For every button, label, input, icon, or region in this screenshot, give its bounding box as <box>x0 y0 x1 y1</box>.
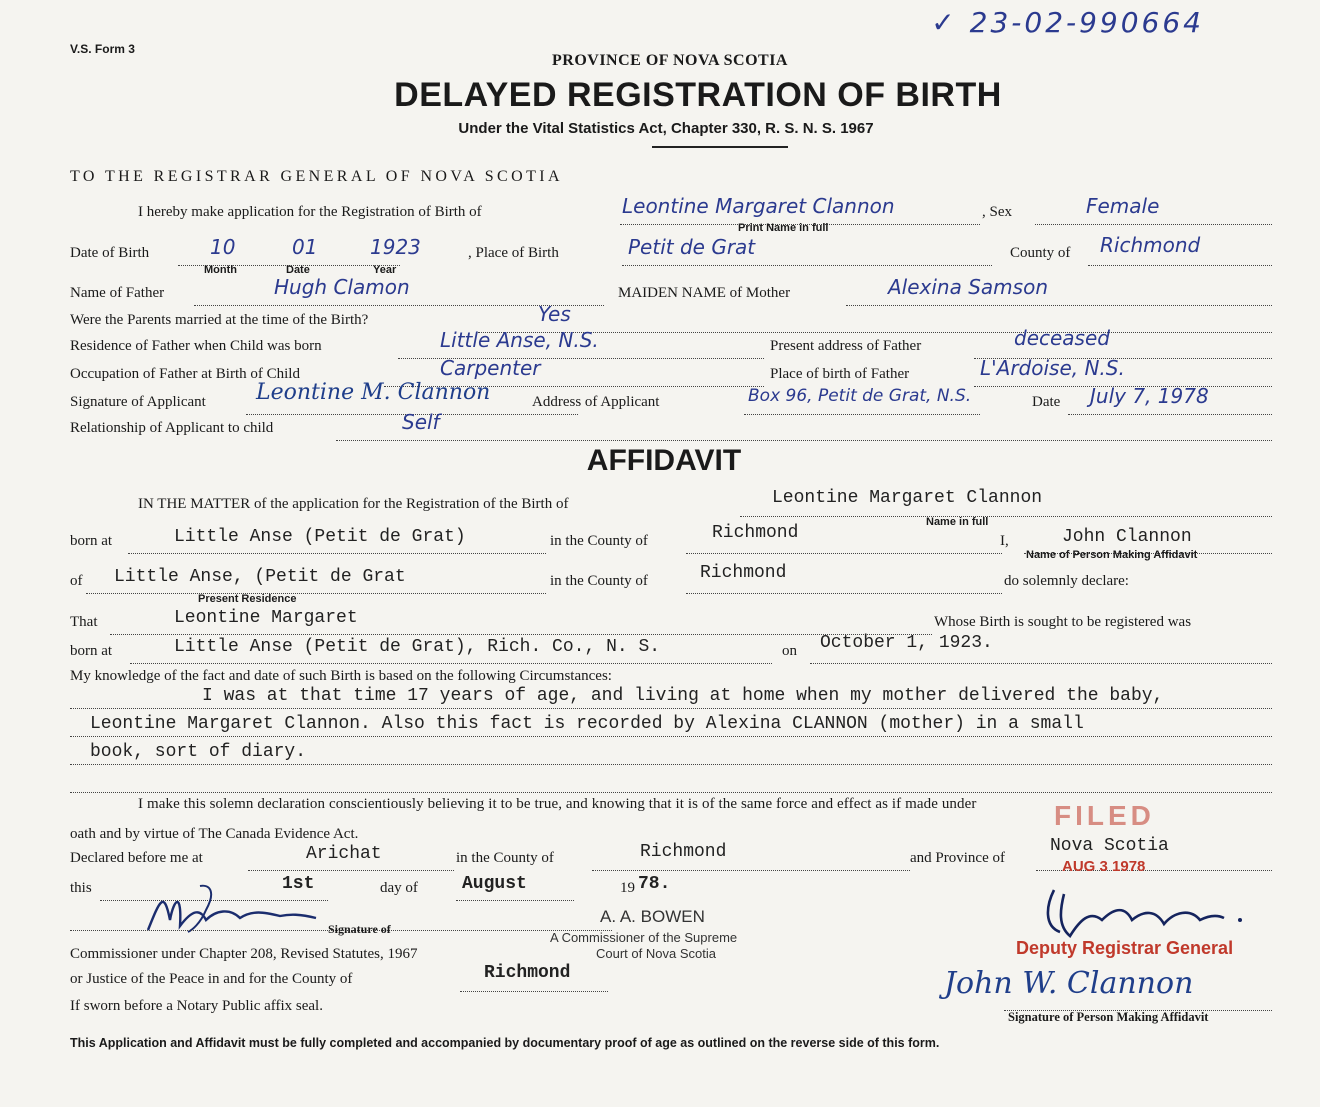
province-label: and Province of <box>910 850 1005 866</box>
commissioner-name-stamp: A. A. BOWEN <box>600 907 705 926</box>
application-name-row <box>70 194 1272 234</box>
form-number: V.S. Form 3 <box>70 42 135 56</box>
present-residence-caption: Present Residence <box>198 593 297 605</box>
province-heading: PROVINCE OF NOVA SCOTIA <box>552 52 788 69</box>
in-county-label-3: in the County of <box>456 850 554 866</box>
present-address-field[interactable]: deceased <box>1014 326 1110 350</box>
knowledge-label: My knowledge of the fact and date of such Birth is based on the following Circumstances: <box>70 668 612 684</box>
dob-label: Date of Birth <box>70 245 150 261</box>
dob-month-field[interactable]: 10 <box>210 235 236 259</box>
affidavit-born-row <box>70 523 1272 561</box>
applicant-signature: Leontine M. Clannon <box>256 380 491 405</box>
affidavit-matter-row <box>70 488 1272 528</box>
father-name-field[interactable]: Hugh Clamon <box>274 275 410 299</box>
relationship-row <box>70 410 1272 444</box>
name-in-full-caption: Name in full <box>926 516 989 528</box>
sex-field[interactable]: Female <box>1086 194 1160 218</box>
document-subtitle: Under the Vital Statistics Act, Chapter 330, R. S. N. S. 1967 <box>458 120 874 137</box>
relationship-field[interactable]: Self <box>402 410 440 434</box>
father-residence-field[interactable]: Little Anse, N.S. <box>440 328 599 352</box>
title-underline <box>652 146 788 148</box>
deputy-registrar-stamp: Deputy Registrar General <box>1016 938 1234 958</box>
of-label: of <box>70 573 83 589</box>
county-field[interactable]: Richmond <box>1100 233 1201 257</box>
place-of-birth-field[interactable]: Petit de Grat <box>628 235 756 259</box>
in-county-label-2: in the County of <box>550 573 648 589</box>
circumstance-text-2[interactable]: Leontine Margaret Clannon. Also this fact is recorded by Alexina CLANNON (mother) in a small <box>90 714 1084 734</box>
circumstance-line-1 <box>70 688 1272 712</box>
this-label: this <box>70 880 92 896</box>
commissioner-line: Commissioner under Chapter 208, Revised Statutes, 1967 <box>70 946 418 962</box>
footer-notice: This Application and Affidavit must be fully completed and accompanied by documentary proof of age as outlined on the reverse side of this form. <box>70 1036 940 1050</box>
county-label: County of <box>1010 245 1071 261</box>
year-caption: Year <box>373 264 397 276</box>
sworn-month-field[interactable]: August <box>462 874 527 894</box>
occupation-field[interactable]: Carpenter <box>440 356 541 380</box>
applicant-signature-label: Signature of Applicant <box>70 394 206 410</box>
place-of-birth-label: , Place of Birth <box>468 245 559 261</box>
father-birthplace-field[interactable]: L'Ardoise, N.S. <box>980 356 1125 380</box>
affiant-signature-caption: Signature of Person Making Affidavit <box>1008 1010 1209 1024</box>
i-label: I, <box>1000 533 1009 549</box>
in-county-label: in the County of <box>550 533 648 549</box>
affidavit-heading: AFFIDAVIT <box>586 444 742 477</box>
mother-maiden-name-field[interactable]: Alexina Samson <box>888 275 1048 299</box>
dob-date-field[interactable]: 01 <box>292 235 318 259</box>
document-title: DELAYED REGISTRATION OF BIRTH <box>394 76 1002 114</box>
applicant-address-label: Address of Applicant <box>532 394 660 410</box>
year-prefix: 19 <box>620 880 635 896</box>
that-name-field[interactable]: Leontine Margaret <box>174 608 358 628</box>
relationship-label: Relationship of Applicant to child <box>70 420 274 436</box>
sworn-year-field[interactable]: 78. <box>638 874 671 894</box>
affiant-residence-field[interactable]: Little Anse, (Petit de Grat <box>114 567 406 587</box>
circumstance-line-2 <box>70 716 1272 740</box>
child-name-field[interactable]: Leontine Margaret Clannon <box>622 194 895 218</box>
application-date-label: Date <box>1032 394 1061 410</box>
signature-of-caption: Signature of <box>328 922 391 936</box>
father-name-label: Name of Father <box>70 285 165 301</box>
notary-line: If sworn before a Notary Public affix seal. <box>70 998 323 1014</box>
intro-label: I hereby make application for the Registration of Birth of <box>138 204 482 220</box>
born-at-label: born at <box>70 533 113 549</box>
circumstance-line-3 <box>70 744 1272 768</box>
handwritten-registration-number: ✓ 23-02-990664 <box>931 6 1204 39</box>
father-birthplace-label: Place of birth of Father <box>770 366 910 382</box>
day-of-label: day of <box>380 880 418 896</box>
affiant-name-field[interactable]: John Clannon <box>1062 527 1192 547</box>
applicant-address-field[interactable]: Box 96, Petit de Grat, N.S. <box>748 386 972 406</box>
declared-at-field[interactable]: Arichat <box>306 844 382 864</box>
declared-label: Declared before me at <box>70 850 203 866</box>
parents-married-label: Were the Parents married at the time of the Birth? <box>70 312 369 328</box>
filed-date-stamp: AUG 3 1978 <box>1062 858 1146 875</box>
parents-row <box>70 275 1272 309</box>
occupation-label: Occupation of Father at Birth of Child <box>70 366 300 382</box>
matter-name-field[interactable]: Leontine Margaret Clannon <box>772 488 1043 508</box>
mother-maiden-name-label: MAIDEN NAME of Mother <box>618 285 791 301</box>
application-date-field[interactable]: July 7, 1978 <box>1090 384 1209 408</box>
commissioner-title-line-2: Court of Nova Scotia <box>596 946 716 961</box>
filed-stamp: FILED <box>1054 800 1155 831</box>
parents-married-field[interactable]: Yes <box>538 302 571 326</box>
affiant-signature: John W. Clannon <box>944 966 1194 1001</box>
matter-label: IN THE MATTER of the application for the Registration of the Birth of <box>138 496 569 512</box>
commissioner-title-line-1: A Commissioner of the Supreme <box>550 930 738 945</box>
affiant-caption: Name of Person Making Affidavit <box>1026 549 1198 561</box>
present-address-label: Present address of Father <box>770 338 922 354</box>
declared-county-field[interactable]: Richmond <box>640 842 727 862</box>
affidavit-residence-row <box>70 563 1272 605</box>
addressee-line: TO THE REGISTRAR GENERAL OF NOVA SCOTIA <box>70 168 563 185</box>
birth-details-row <box>70 233 1272 276</box>
sex-label: , Sex <box>982 204 1012 220</box>
residence-county-field[interactable]: Richmond <box>700 563 787 583</box>
justice-county-field[interactable]: Richmond <box>484 963 571 983</box>
father-residence-label: Residence of Father when Child was born <box>70 338 322 354</box>
declared-province-field[interactable]: Nova Scotia <box>1050 836 1169 856</box>
solemn-declaration-line-2: oath and by virtue of The Canada Evidence Act. <box>70 826 359 842</box>
born-at-field[interactable]: Little Anse (Petit de Grat) <box>174 527 466 547</box>
month-caption: Month <box>204 264 237 276</box>
circumstance-text-3[interactable]: book, sort of diary. <box>90 742 307 762</box>
born-at-label-2: born at <box>70 643 113 659</box>
justice-label: or Justice of the Peace in and for the County of <box>70 971 353 987</box>
birth-county-field[interactable]: Richmond <box>712 523 799 543</box>
circumstance-line-4 <box>70 772 1272 796</box>
affidavit-born-on-row <box>70 633 1272 667</box>
affidavit-that-row <box>70 608 1272 638</box>
on-label: on <box>782 643 797 659</box>
birth-date-field[interactable]: October 1, 1923. <box>820 633 993 653</box>
dob-year-field[interactable]: 1923 <box>370 235 421 259</box>
date-caption: Date <box>286 264 310 276</box>
applicant-signature-row <box>70 380 1272 418</box>
that-label: That <box>70 614 98 630</box>
declare-label: do solemnly declare: <box>1004 573 1129 589</box>
circumstance-text-1[interactable]: I was at that time 17 years of age, and living at home when my mother delivered the baby, <box>202 686 1164 706</box>
solemn-declaration-line-1: I make this solemn declaration conscientiously believing it to be true, and knowing that it is of the same force and effect as if made under <box>138 796 977 812</box>
whose-birth-label: Whose Birth is sought to be registered was <box>934 614 1192 630</box>
sworn-day-field[interactable]: 1st <box>282 874 315 894</box>
born-at-detail-field[interactable]: Little Anse (Petit de Grat), Rich. Co., N. S. <box>174 637 661 657</box>
print-name-caption: Print Name in full <box>738 222 829 234</box>
